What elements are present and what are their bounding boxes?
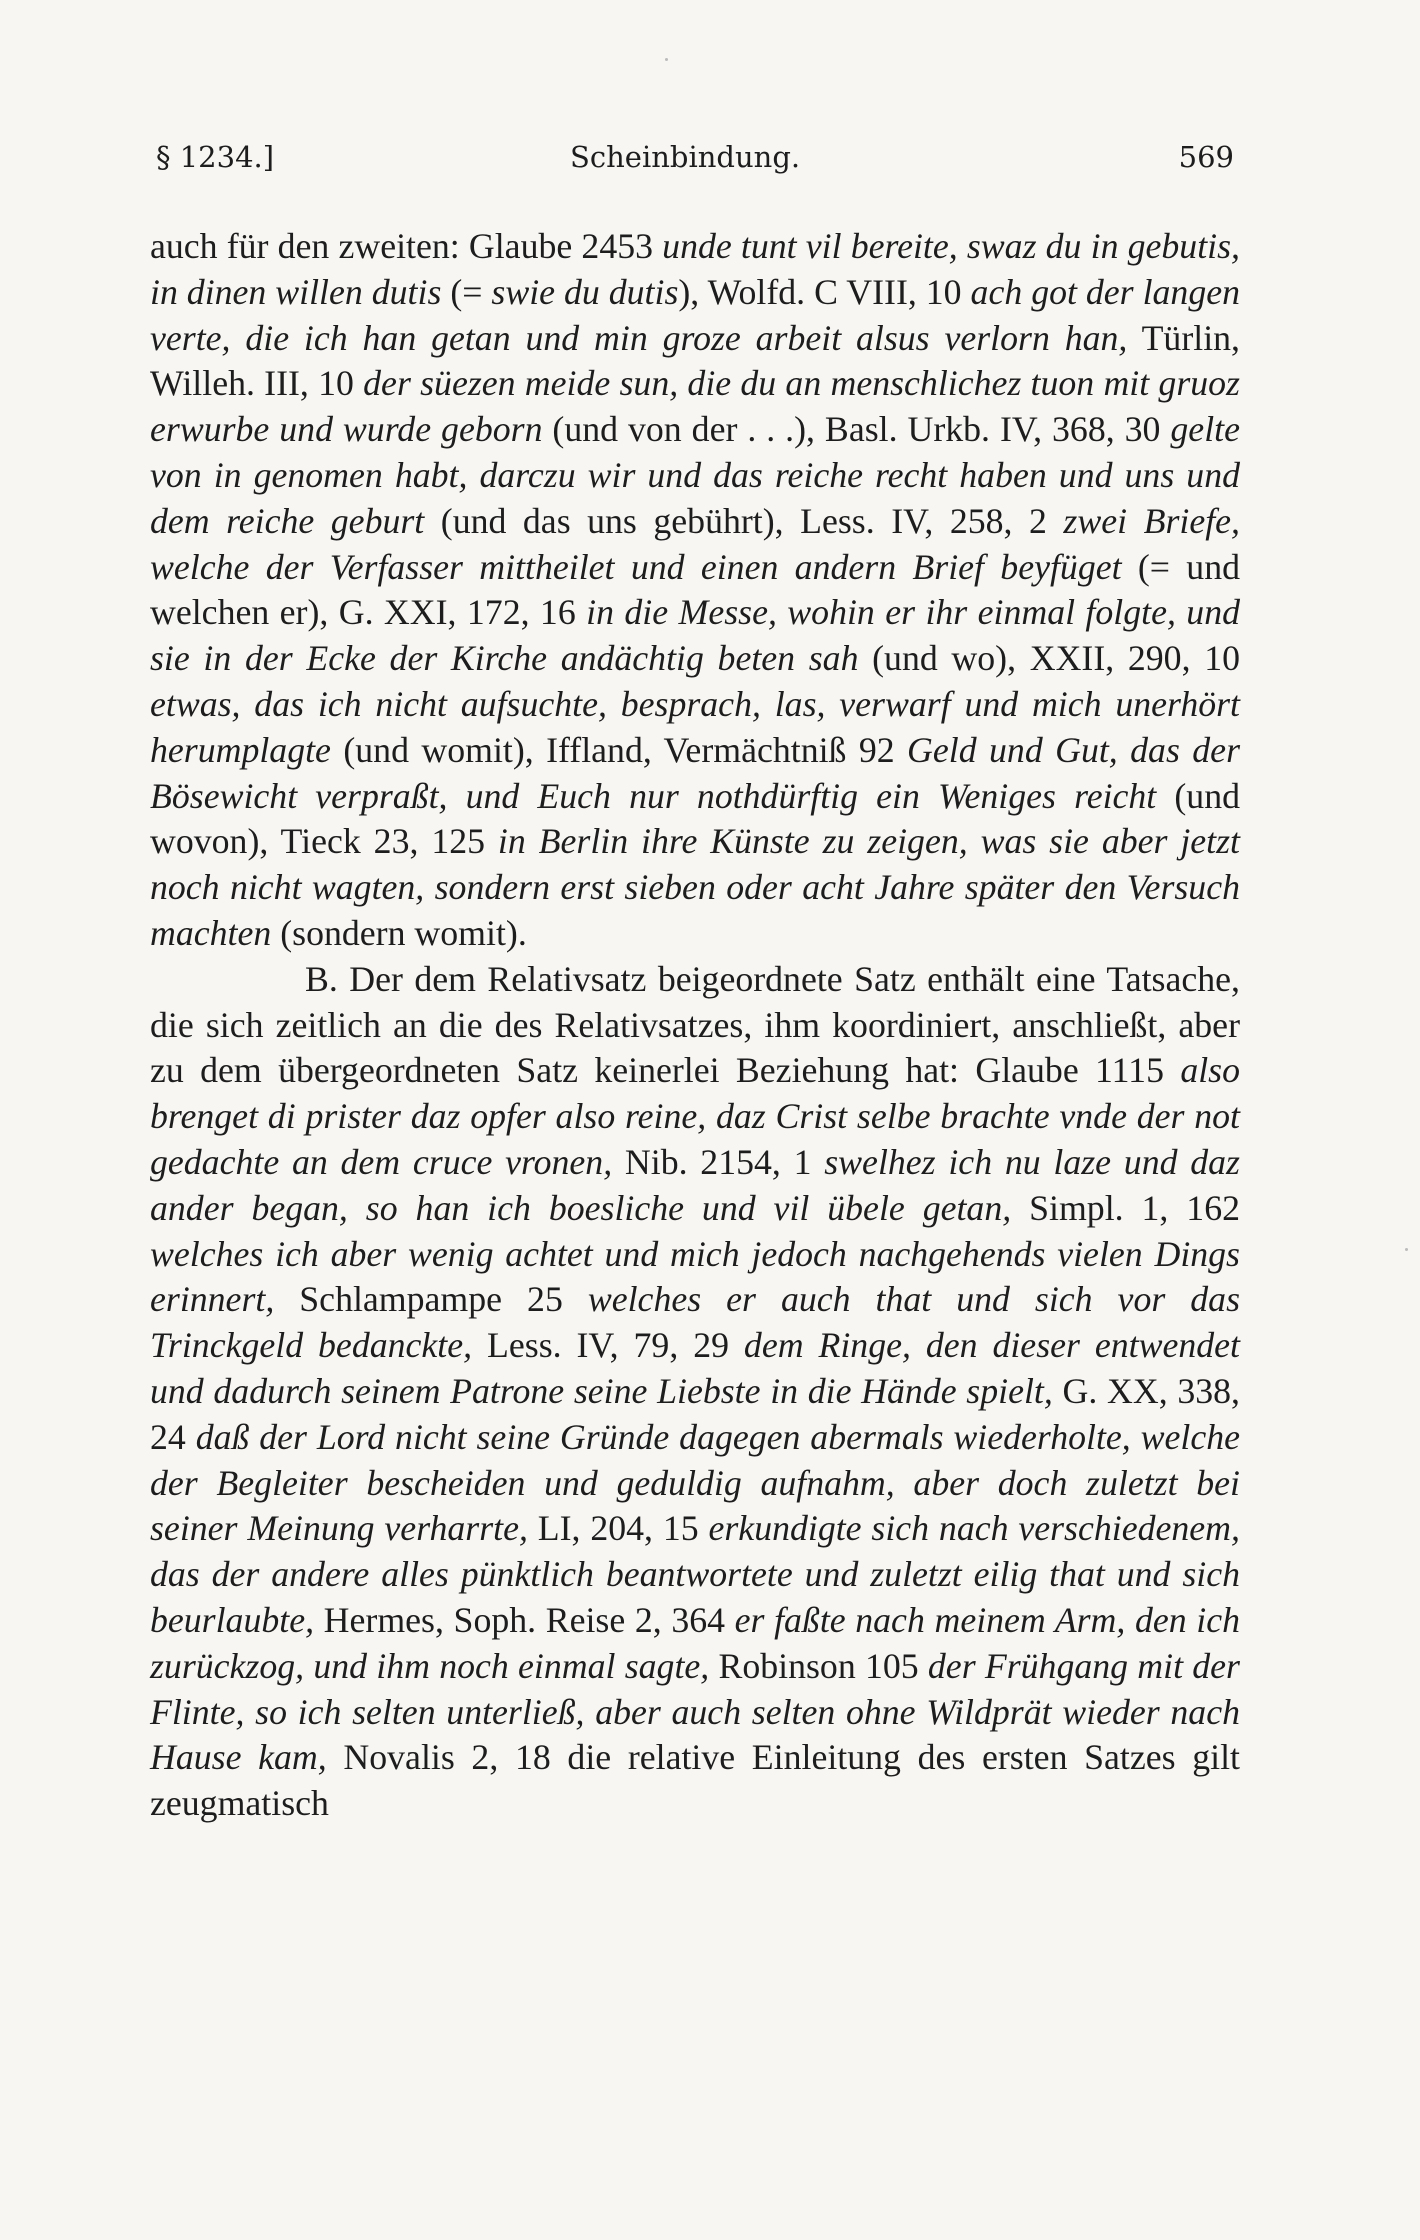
quoted-example-text: also brenget di prister daz opfer also reine, daz Crist selbe brachte vnde der not gedachte an dem cruce vronen,	[150, 1050, 1240, 1182]
scan-speck	[1405, 1248, 1408, 1251]
reference-text: Schlampampe 25	[274, 1279, 588, 1320]
quoted-example-text: dem Ringe, den dieser entwendet und dadurch seinem Patrone seine Liebste in die Hände spielt,	[150, 1325, 1240, 1411]
reference-text: auch für den zweiten: Glaube 2453	[150, 226, 663, 266]
reference-text: (= und welchen er), G. XXI, 172, 16	[150, 546, 1241, 633]
quoted-example-text: in die Messe, wohin er ihr einmal folgte, und sie in der Ecke der Kirche andächtig beten sah	[150, 592, 1240, 679]
reference-text: Nib. 2154, 1	[612, 1141, 825, 1182]
quoted-example-text: erkundigte sich nach verschiedenem, das der andere alles pünktlich beantwortete und zuletzt eilig that und sich beurlaubte,	[150, 1508, 1240, 1640]
book-page	[150, 140, 1240, 1827]
reference-text: Simpl. 1, 162	[1011, 1187, 1240, 1228]
quoted-example-text: swie du dutis	[491, 271, 679, 312]
quoted-example-text: in Berlin ihre Künste zu zeigen, was sie aber jetzt noch nicht wagten, sondern erst sieben oder acht Jahre später den Versuch machten	[150, 821, 1240, 953]
reference-text: B. Der dem Relativsatz beigeordnete Satz enthält eine Tatsache, die sich zeitlich an die des Relativsatzes, ihm koordiniert, anschließt, aber zu dem übergeordneten Satz keinerlei Beziehung hat: Glaube 1115	[150, 958, 1240, 1091]
quoted-example-text: er faßte nach meinem Arm, den ich zurückzog, und ihm noch einmal sagte,	[150, 1599, 1240, 1686]
running-head	[150, 140, 1240, 180]
reference-text: Hermes, Soph. Reise 2, 364	[314, 1599, 735, 1640]
quoted-example-text: der süezen meide sun, die du an menschlichez tuon mit gruoz erwurbe und wurde geborn	[150, 363, 1240, 450]
paragraph-b	[150, 957, 1240, 1827]
reference-text: Less. IV, 79, 29	[472, 1325, 744, 1366]
quoted-example-text: ach got der langen verte, die ich han getan und min groze arbeit alsus verlorn han,	[150, 271, 1240, 358]
quoted-example-text: gelte von in genomen habt, darczu wir und das reiche recht haben und uns und dem reiche geburt	[150, 409, 1240, 541]
reference-text: G. XX, 338, 24	[150, 1370, 1240, 1457]
quoted-example-text: der Frühgang mit der Flinte, so ich selten unterließ, aber auch selten ohne Wildprät wieder nach Hause kam,	[150, 1645, 1240, 1778]
quoted-example-text: daß der Lord nicht seine Gründe dagegen abermals wiederholte, welche der Begleiter bescheiden und geduldig aufnahm, aber doch zuletzt bei seiner Meinung verharrte,	[150, 1416, 1241, 1549]
quoted-example-text: swelhez ich nu laze und daz ander began, so han ich boesliche und vil übele getan,	[150, 1141, 1240, 1228]
reference-text: (und von der . . .), Basl. Urkb. IV, 368, 30	[542, 409, 1171, 450]
quoted-example-text: welches ich aber wenig achtet und mich jedoch nachgehends vielen Dings erinnert,	[150, 1233, 1240, 1320]
paragraph-examples-continued	[150, 224, 1240, 957]
quoted-example-text: zwei Briefe, welche der Verfasser mittheilet und einen andern Brief beyfüget	[150, 500, 1240, 587]
running-title: Scheinbindung.	[570, 140, 801, 174]
quoted-example-text: etwas, das ich nicht aufsuchte, besprach, las, verwarf und mich unerhört herumplagte	[150, 683, 1240, 770]
reference-text: (und wo), XXII, 290, 10	[858, 638, 1240, 679]
reference-text: (und womit), Iffland, Vermächtniß 92	[330, 729, 908, 770]
reference-text: Robinson 105	[709, 1645, 928, 1686]
quoted-example-text: Geld und Gut, das der Bösewicht verpraßt, und Euch nur nothdürftig ein Weniges reicht	[150, 729, 1240, 816]
quoted-example-text: unde tunt vil bereite, swaz du in gebutis, in dinen willen dutis	[150, 226, 1240, 312]
page-number: 569	[1178, 140, 1234, 174]
reference-text: Novalis 2, 18 die relative Einleitung des ersten Satzes gilt zeugmatisch	[150, 1737, 1240, 1824]
reference-text: ), Wolfd. C VIII, 10	[678, 271, 971, 312]
reference-text: LI, 204, 15	[527, 1508, 709, 1549]
reference-text: Türlin, Willeh. III, 10	[150, 317, 1240, 404]
reference-text: (und das uns gebührt), Less. IV, 258, 2	[424, 500, 1064, 541]
section-reference: § 1234.]	[156, 140, 275, 174]
reference-text: (sondern womit).	[271, 912, 527, 953]
quoted-example-text: welches er auch that und sich vor das Trinckgeld bedanckte,	[150, 1279, 1240, 1366]
body-text	[150, 224, 1240, 1827]
reference-text: (und wovon), Tieck 23, 125	[150, 775, 1240, 862]
reference-text: (=	[441, 271, 492, 312]
scan-speck	[665, 58, 668, 61]
